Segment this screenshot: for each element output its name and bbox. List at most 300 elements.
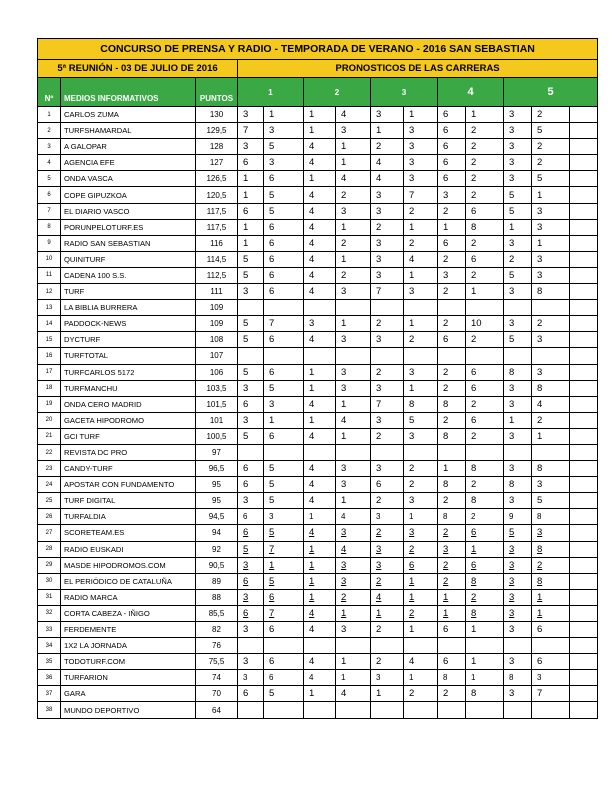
forecast-pick: [304, 622, 336, 638]
points-value: 92: [196, 541, 238, 557]
points-value: 129,5: [196, 123, 238, 139]
forecast-pick-value: 6: [471, 527, 477, 539]
race-header-5: 5: [504, 78, 598, 107]
forecast-pick: [304, 235, 336, 251]
forecast-pick: [466, 396, 504, 412]
race-header-2: 2: [304, 78, 371, 107]
media-name: 1X2 LA JORNADA: [61, 638, 196, 654]
forecast-pick: [238, 139, 264, 155]
forecast-pick-value: 3: [509, 141, 515, 153]
forecast-pick: [438, 589, 466, 605]
forecast-pick-value: 1: [309, 109, 315, 121]
blank-cell: [570, 107, 598, 123]
forecast-pick-value: 1: [341, 495, 347, 507]
forecast-pick: [264, 541, 304, 557]
media-name: DYCTURF: [61, 332, 196, 348]
forecast-pick-value: 4: [341, 414, 347, 426]
forecast-pick: [504, 477, 532, 493]
forecast-pick: [438, 461, 466, 477]
forecast-pick: [504, 541, 532, 557]
forecast-pick: [466, 171, 504, 187]
blank-cell: [570, 461, 598, 477]
forecast-pick: [238, 380, 264, 396]
forecast-pick-value: 6: [443, 656, 449, 668]
forecast-pick-value: 1: [443, 607, 449, 619]
forecast-pick-value: 2: [341, 237, 347, 249]
forecast-pick: [304, 670, 336, 686]
forecast-pick: [264, 509, 304, 525]
points-value: 94,5: [196, 509, 238, 525]
points-value: 94: [196, 525, 238, 541]
forecast-pick: [238, 396, 264, 412]
forecast-pick: [504, 251, 532, 267]
forecast-pick-value: 1: [309, 173, 315, 185]
forecast-pick: [532, 428, 570, 444]
forecast-pick: [504, 235, 532, 251]
points-value: 82: [196, 622, 238, 638]
forecast-pick: [238, 509, 264, 525]
forecast-pick-value: 3: [443, 269, 449, 281]
media-name: PORUNPELOTURF.ES: [61, 219, 196, 235]
forecast-pick-value: 8: [509, 366, 515, 378]
forecast-pick: [336, 139, 371, 155]
row-number: 31: [38, 589, 61, 605]
forecast-pick: [336, 300, 371, 316]
forecast-pick: [438, 525, 466, 541]
forecast-pick-value: 1: [443, 463, 449, 475]
row-number: 29: [38, 557, 61, 573]
forecast-pick: [504, 364, 532, 380]
table-row: [38, 702, 598, 718]
forecast-pick: [466, 638, 504, 654]
forecast-pick: [264, 622, 304, 638]
table-row: [38, 686, 598, 702]
forecast-pick: [371, 702, 404, 718]
forecast-pick-value: 1: [341, 430, 347, 442]
forecast-pick-value: 5: [243, 253, 249, 265]
blank-cell: [570, 155, 598, 171]
forecast-pick: [404, 493, 438, 509]
forecast-pick-value: 2: [443, 559, 449, 571]
blank-cell: [570, 235, 598, 251]
forecast-pick-value: 2: [443, 253, 449, 265]
forecast-pick: [304, 702, 336, 718]
forecast-pick-value: 1: [309, 512, 314, 522]
forecast-pick-value: 6: [443, 141, 449, 153]
points-value: 90,5: [196, 557, 238, 573]
forecast-pick: [238, 557, 264, 573]
forecast-pick: [371, 477, 404, 493]
forecast-pick-value: 7: [409, 189, 415, 201]
forecast-pick: [532, 107, 570, 123]
row-number: 15: [38, 332, 61, 348]
forecast-pick: [304, 444, 336, 460]
forecast-pick-value: 4: [309, 189, 315, 201]
points-value: 128: [196, 139, 238, 155]
forecast-pick: [438, 605, 466, 621]
forecast-pick: [264, 686, 304, 702]
forecast-pick: [438, 139, 466, 155]
forecast-pick-value: 2: [443, 366, 449, 378]
forecast-pick-value: 4: [309, 495, 315, 507]
forecast-pick-value: 6: [443, 624, 449, 636]
forecast-pick: [504, 348, 532, 364]
forecast-pick-value: 1: [376, 125, 382, 137]
forecast-pick: [532, 509, 570, 525]
forecast-pick: [532, 670, 570, 686]
forecast-pick-value: 2: [376, 366, 382, 378]
forecast-pick-value: 4: [376, 591, 382, 603]
table-row: [38, 428, 598, 444]
forecast-pick-value: 3: [243, 382, 249, 394]
forecast-pick-value: 4: [309, 334, 315, 346]
forecast-pick-value: 6: [243, 157, 249, 169]
column-header-number: Nº: [38, 78, 61, 107]
forecast-pick-value: 2: [471, 173, 477, 185]
forecast-pick: [238, 348, 264, 364]
forecast-pick: [336, 332, 371, 348]
points-value: 127: [196, 155, 238, 171]
blank-cell: [570, 171, 598, 187]
forecast-pick: [404, 251, 438, 267]
forecast-pick-value: 3: [537, 205, 543, 217]
forecast-pick: [304, 267, 336, 283]
forecast-pick-value: 2: [471, 334, 477, 346]
forecast-pick: [504, 493, 532, 509]
blank-cell: [570, 267, 598, 283]
media-name: RADIO SAN SEBASTIAN: [61, 235, 196, 251]
forecast-pick: [336, 525, 371, 541]
table-row: [38, 364, 598, 380]
forecast-pick: [532, 686, 570, 702]
table-row: [38, 444, 598, 460]
forecast-pick-value: 7: [376, 398, 382, 410]
forecast-pick-value: 2: [471, 157, 477, 169]
forecast-pick: [371, 557, 404, 573]
forecast-pick: [264, 219, 304, 235]
forecast-pick: [304, 219, 336, 235]
forecast-pick: [404, 219, 438, 235]
blank-cell: [570, 412, 598, 428]
forecast-pick: [466, 654, 504, 670]
forecast-pick: [504, 300, 532, 316]
row-number: 26: [38, 509, 61, 525]
forecast-pick: [404, 348, 438, 364]
forecast-pick: [238, 622, 264, 638]
forecast-pick: [404, 332, 438, 348]
forecast-pick: [532, 139, 570, 155]
forecast-pick-value: 3: [509, 173, 515, 185]
points-value: 126,5: [196, 171, 238, 187]
forecast-pick: [404, 300, 438, 316]
forecast-pick-value: 3: [243, 495, 249, 507]
forecast-pick-value: 8: [537, 512, 542, 522]
forecast-pick-value: 8: [471, 688, 477, 700]
forecast-pick: [466, 702, 504, 718]
forecast-pick: [438, 267, 466, 283]
row-number: 33: [38, 622, 61, 638]
forecast-pick-value: 1: [341, 141, 347, 153]
forecast-pick: [466, 235, 504, 251]
media-name: TURFTOTAL: [61, 348, 196, 364]
forecast-pick-value: 5: [409, 414, 415, 426]
forecast-pick-value: 1: [243, 221, 249, 233]
forecast-pick-value: 4: [341, 173, 347, 185]
forecast-pick-value: 3: [341, 334, 347, 346]
forecast-pick-value: 1: [341, 221, 347, 233]
forecast-pick: [304, 284, 336, 300]
forecast-pick: [304, 300, 336, 316]
forecast-pick-value: 3: [509, 559, 515, 571]
forecast-pick: [532, 267, 570, 283]
media-name: TURFMANCHU: [61, 380, 196, 396]
row-number: 21: [38, 428, 61, 444]
points-value: 89: [196, 573, 238, 589]
row-number: 14: [38, 316, 61, 332]
forecast-pick-value: 3: [509, 543, 515, 555]
forecast-pick-value: 4: [309, 286, 315, 298]
forecast-pick: [438, 332, 466, 348]
forecast-pick-value: 4: [341, 512, 346, 522]
forecast-pick-value: 6: [471, 414, 477, 426]
forecast-pick-value: 2: [409, 607, 415, 619]
forecast-pick: [438, 203, 466, 219]
media-name: COPE GIPUZKOA: [61, 187, 196, 203]
forecast-pick-value: 4: [409, 656, 415, 668]
forecast-pick: [336, 187, 371, 203]
forecast-pick-value: 5: [243, 430, 249, 442]
points-value: 95: [196, 477, 238, 493]
forecast-pick: [404, 477, 438, 493]
forecast-pick: [504, 203, 532, 219]
forecast-pick: [438, 155, 466, 171]
forecast-pick: [466, 187, 504, 203]
blank-cell: [570, 702, 598, 718]
table-row: [38, 412, 598, 428]
forecast-pick: [336, 316, 371, 332]
forecast-pick-value: 3: [409, 125, 415, 137]
forecast-pick: [504, 155, 532, 171]
forecast-pick: [304, 493, 336, 509]
table-row: [38, 493, 598, 509]
forecast-pick: [532, 573, 570, 589]
forecast-pick: [371, 638, 404, 654]
forecast-pick: [466, 251, 504, 267]
forecast-pick: [371, 396, 404, 412]
forecast-pick: [304, 364, 336, 380]
forecast-pick-value: 5: [269, 463, 275, 475]
forecast-pick: [264, 203, 304, 219]
points-value: 95: [196, 493, 238, 509]
forecast-pick: [466, 300, 504, 316]
forecast-pick: [371, 364, 404, 380]
forecast-pick-value: 6: [443, 109, 449, 121]
forecast-pick: [264, 525, 304, 541]
points-value: 109: [196, 316, 238, 332]
forecast-pick: [438, 187, 466, 203]
row-number: 23: [38, 461, 61, 477]
forecast-pick-value: 3: [509, 607, 515, 619]
points-value: 116: [196, 235, 238, 251]
forecast-pick-value: 6: [269, 624, 275, 636]
row-number: 16: [38, 348, 61, 364]
forecast-pick-value: 6: [376, 479, 382, 491]
forecast-pick-value: 3: [376, 253, 382, 265]
forecast-pick-value: 5: [509, 205, 515, 217]
forecast-pick: [504, 638, 532, 654]
forecast-pick: [238, 461, 264, 477]
forecast-pick: [371, 187, 404, 203]
table-row: [38, 573, 598, 589]
forecast-pick: [404, 541, 438, 557]
forecast-pick: [264, 332, 304, 348]
forecast-pick: [438, 428, 466, 444]
forecast-pick-value: 1: [269, 109, 275, 121]
blank-cell: [570, 444, 598, 460]
forecast-pick-value: 4: [309, 141, 315, 153]
forecast-pick: [264, 123, 304, 139]
forecast-pick-value: 3: [509, 591, 515, 603]
forecast-pick-value: 3: [243, 559, 249, 571]
forecast-pick-value: 1: [471, 656, 477, 668]
media-name: TURFALDIA: [61, 509, 196, 525]
forecast-pick: [336, 509, 371, 525]
forecast-pick-value: 9: [509, 512, 514, 522]
forecast-pick-value: 2: [376, 141, 382, 153]
forecast-pick: [404, 605, 438, 621]
forecast-pick: [371, 525, 404, 541]
forecast-pick: [264, 396, 304, 412]
forecast-pick-value: 1: [409, 109, 415, 121]
forecast-pick-value: 2: [376, 624, 382, 636]
forecast-pick-value: 1: [243, 237, 249, 249]
media-name: CANDY-TURF: [61, 461, 196, 477]
forecast-pick-value: 3: [376, 463, 382, 475]
forecast-pick: [264, 589, 304, 605]
forecast-pick-value: 1: [341, 157, 347, 169]
forecast-pick-value: 1: [471, 543, 477, 555]
forecast-pick-value: 4: [309, 430, 315, 442]
forecast-pick-value: 5: [509, 527, 515, 539]
race-header-1: 1: [238, 78, 304, 107]
row-number: 4: [38, 155, 61, 171]
forecast-pick: [336, 235, 371, 251]
forecast-pick: [466, 267, 504, 283]
forecast-pick: [336, 123, 371, 139]
forecast-pick-value: 3: [243, 109, 249, 121]
forecast-pick-value: 3: [509, 688, 515, 700]
forecast-pick-value: 2: [537, 157, 543, 169]
forecast-pick: [532, 541, 570, 557]
blank-cell: [570, 219, 598, 235]
forecast-pick-value: 2: [471, 479, 477, 491]
media-name: SCORETEAM.ES: [61, 525, 196, 541]
forecast-pick: [466, 557, 504, 573]
forecast-pick: [532, 123, 570, 139]
forecast-pick-value: 1: [341, 318, 347, 330]
forecast-pick-value: 1: [409, 269, 415, 281]
forecast-pick: [404, 557, 438, 573]
media-name: MASDE HIPODROMOS.COM: [61, 557, 196, 573]
blank-cell: [570, 203, 598, 219]
forecast-pick: [404, 461, 438, 477]
media-name: GACETA HIPODROMO: [61, 412, 196, 428]
forecast-pick-value: 3: [537, 253, 543, 265]
forecast-pick: [371, 300, 404, 316]
forecast-pick: [504, 686, 532, 702]
forecast-pick: [466, 622, 504, 638]
forecast-pick: [438, 219, 466, 235]
forecast-pick: [304, 654, 336, 670]
forecast-pick: [238, 573, 264, 589]
forecast-pick-value: 3: [341, 575, 347, 587]
forecast-pick: [304, 573, 336, 589]
media-name: EL PERIÓDICO DE CATALUÑA: [61, 573, 196, 589]
media-name: RADIO MARCA: [61, 589, 196, 605]
forecast-pick-value: 3: [243, 624, 249, 636]
forecast-pick-value: 4: [309, 398, 315, 410]
forecast-pick-value: 3: [376, 543, 382, 555]
forecast-pick-value: 6: [537, 624, 543, 636]
forecast-pick-value: 3: [409, 527, 415, 539]
points-value: 101: [196, 412, 238, 428]
media-name: ONDA VASCA: [61, 171, 196, 187]
forecast-pick: [304, 251, 336, 267]
forecast-pick: [504, 396, 532, 412]
forecast-pick: [336, 573, 371, 589]
forecast-pick-value: 2: [537, 109, 543, 121]
blank-cell: [570, 123, 598, 139]
points-value: 117,5: [196, 219, 238, 235]
row-number: 28: [38, 541, 61, 557]
forecast-pick: [238, 332, 264, 348]
forecast-pick: [438, 557, 466, 573]
forecast-pick-value: 3: [243, 286, 249, 298]
forecast-pick: [238, 203, 264, 219]
forecast-pick: [264, 267, 304, 283]
forecast-pick: [238, 605, 264, 621]
forecast-pick-value: 1: [376, 607, 382, 619]
forecast-pick-value: 3: [509, 157, 515, 169]
forecast-pick: [304, 203, 336, 219]
forecast-pick: [532, 219, 570, 235]
blank-cell: [570, 332, 598, 348]
media-name: ONDA CERO MADRID: [61, 396, 196, 412]
forecast-pick-value: 4: [309, 269, 315, 281]
forecast-pick: [371, 428, 404, 444]
forecast-pick: [264, 364, 304, 380]
forecast-pick-value: 6: [243, 607, 249, 619]
forecast-pick: [532, 477, 570, 493]
table-row: [38, 622, 598, 638]
forecast-pick-value: 5: [509, 334, 515, 346]
forecast-pick: [438, 622, 466, 638]
forecast-pick-value: 2: [341, 591, 347, 603]
forecast-pick-value: 3: [509, 495, 515, 507]
forecast-pick: [504, 219, 532, 235]
forecast-pick: [304, 638, 336, 654]
forecast-pick-value: 2: [471, 430, 477, 442]
forecast-pick: [438, 686, 466, 702]
forecast-pick-value: 5: [537, 495, 543, 507]
forecast-pick: [371, 155, 404, 171]
forecast-pick: [304, 348, 336, 364]
forecast-pick-value: 1: [341, 398, 347, 410]
forecast-pick-value: 3: [376, 559, 382, 571]
points-value: 106: [196, 364, 238, 380]
forecast-pick: [504, 525, 532, 541]
media-name: GARA: [61, 686, 196, 702]
